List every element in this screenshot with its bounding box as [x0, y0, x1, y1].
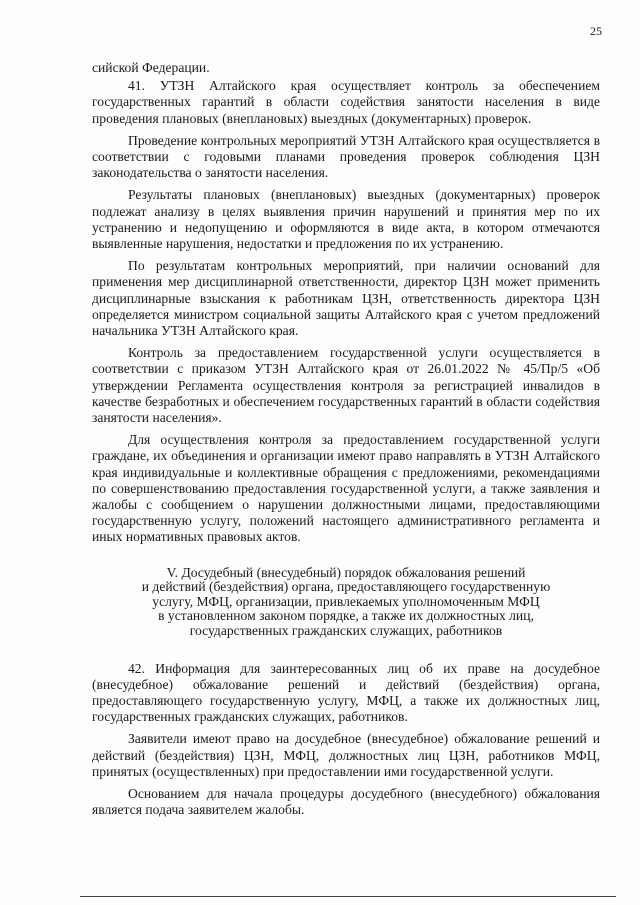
paragraph-control-order: Контроль за предоставлением государственной услуги осуществляется в соответствии с приказом УТЗН Алтайского края от 26.01.2022 № 45/Пр/5 «Об утверждении Регламента осуществления контроля за регистрацией инвалидов в качестве безработных и обеспечением государственных гарантий в области содействия занятости населения».: [92, 345, 600, 426]
paragraph-41: 41. УТЗН Алтайского края осуществляет контроль за обеспечением государственных гарантий в области содействия занятости населения в виде проведения плановых (внеплановых) выездных (документарных) проверок.: [92, 78, 600, 126]
section-title-line: государственных гражданских служащих, работников: [189, 623, 503, 639]
paragraph-continuation: сийской Федерации.: [92, 60, 210, 75]
section-title-line: услугу, МФЦ, организации, привлекаемых уполномоченным МФЦ: [152, 593, 540, 609]
paragraph-disciplinary: По результатам контрольных мероприятий, при наличии оснований для применения мер дисциплинарной ответственности, директор ЦЗН может применить дисциплинарные взыскания к работникам ЦЗН, ответственность директора ЦЗН определяется министром социальной защиты Алтайского края с учетом предложений начальника УТЗН Алтайского края.: [92, 258, 600, 339]
paragraph-appeal-right: Заявители имеют право на досудебное (внесудебное) обжалование решений и действий (бездействия) ЦЗН, МФЦ, должностных лиц ЦЗН, работников МФЦ, принятых (осуществленных) при предоставлении ими государственной услуги.: [92, 731, 600, 779]
page-number: 25: [590, 24, 602, 38]
section-title-line: V. Досудебный (внесудебный) порядок обжалования решений: [166, 564, 526, 580]
paragraph-citizen-appeals: Для осуществления контроля за предоставлением государственной услуги граждане, их объединения и организации имеют право направлять в УТЗН Алтайского края индивидуальные и коллективные обращения с предложениями, рекомендациями по совершенствованию предоставления государственной услуги, а также заявления и жалобы с сообщением о нарушении должностными лицами, предоставляющими государственную услугу, положений настоящего административного регламента и иных нормативных правовых актов.: [92, 432, 600, 545]
paragraph-appeal-basis: Основанием для начала процедуры досудебного (внесудебного) обжалования является подача заявителем жалобы.: [92, 786, 600, 818]
paragraph-control-measures: Проведение контрольных мероприятий УТЗН Алтайского края осуществляется в соответствии с годовыми планами проведения проверок соблюдения ЦЗН законодательства о занятости населения.: [92, 132, 600, 181]
paragraph-42: 42. Информация для заинтересованных лиц об их праве на досудебное (внесудебное) обжалование решений и действий (бездействия) органа, предоставляющего государственную услугу, МФЦ, а также их должностных лиц, государственных гражданских служащих, работников.: [92, 660, 600, 725]
section-v-title: [102, 566, 590, 639]
document-body: [92, 60, 600, 824]
paragraph-inspection-results: Результаты плановых (внеплановых) выездных (документарных) проверок подлежат анализу в целях выявления причин нарушений и принятия мер по их устранению и недопущению и оформляются в виде акта, в котором отмечаются выявленные нарушения, недостатки и предложения по их устранению.: [92, 187, 600, 252]
section-title-line: в установленном законом порядке, а также их должностных лиц,: [158, 608, 534, 624]
bottom-divider: [80, 896, 616, 897]
section-title-line: и действий (бездействия) органа, предоставляющего государственную: [141, 579, 551, 595]
